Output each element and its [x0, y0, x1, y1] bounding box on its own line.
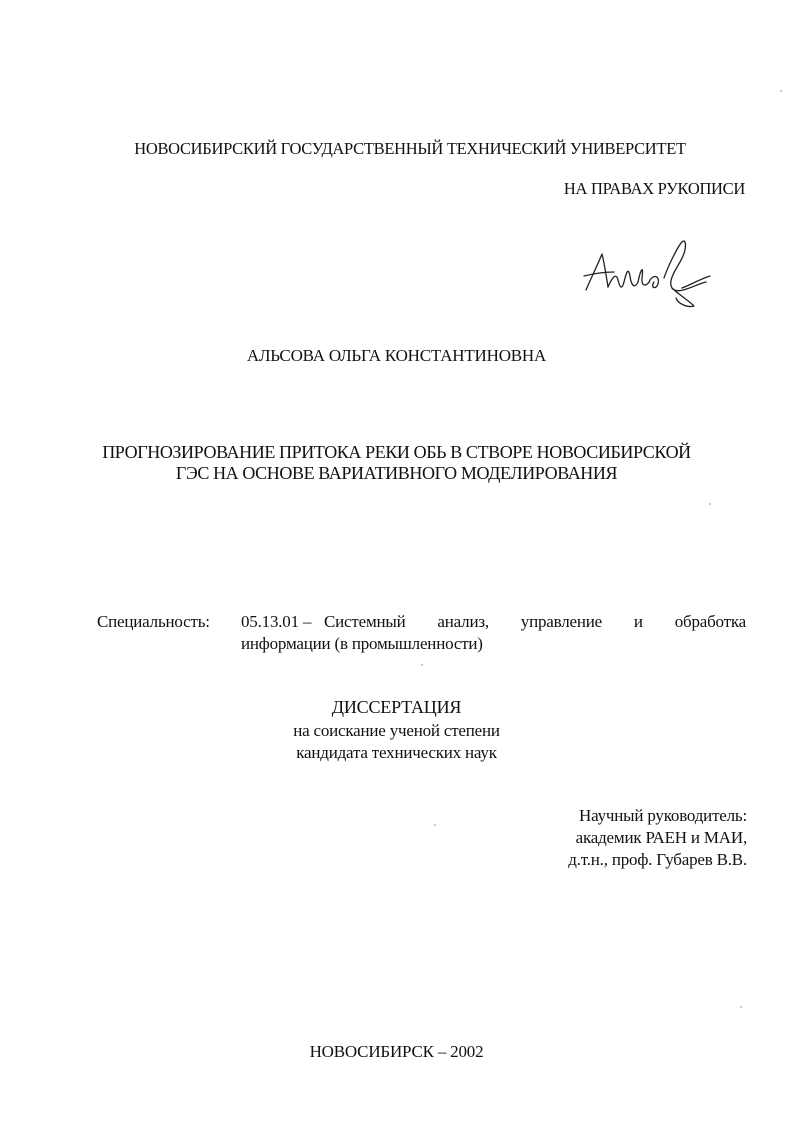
- specialty-label: Специальность:: [97, 612, 210, 631]
- supervisor-title: академик РАЕН и МАИ,: [575, 828, 747, 847]
- specialty-description-line-2: информации (в промышленности): [241, 634, 483, 653]
- scan-speck: [740, 1006, 742, 1008]
- dissertation-heading: ДИССЕРТАЦИЯ: [331, 697, 462, 717]
- scan-speck: [421, 664, 423, 666]
- scan-speck: [780, 90, 782, 92]
- signature-icon: [578, 232, 718, 312]
- manuscript-rights-note: НА ПРАВАХ РУКОПИСИ: [563, 179, 745, 198]
- dissertation-degree-line-1: на соискание ученой степени: [293, 721, 500, 740]
- author-name: АЛЬСОВА ОЛЬГА КОНСТАНТИНОВНА: [246, 346, 547, 365]
- city-year: НОВОСИБИРСК – 2002: [309, 1042, 484, 1061]
- specialty-description-line-1: Системный анализ, управление и обработка: [324, 612, 746, 631]
- supervisor-name: д.т.н., проф. Губарев В.В.: [568, 850, 747, 869]
- specialty-code: 05.13.01 –: [241, 612, 312, 631]
- dissertation-degree-line-2: кандидата технических наук: [296, 743, 497, 762]
- thesis-title-line-2: ГЭС НА ОСНОВЕ ВАРИАТИВНОГО МОДЕЛИРОВАНИЯ: [175, 463, 618, 483]
- thesis-title-line-1: ПРОГНОЗИРОВАНИЕ ПРИТОКА РЕКИ ОБЬ В СТВОРЕ НОВОСИБИРСКОЙ: [102, 442, 691, 462]
- university-name: НОВОСИБИРСКИЙ ГОСУДАРСТВЕННЫЙ ТЕХНИЧЕСКИЙ УНИВЕРСИТЕТ: [134, 139, 686, 158]
- scan-speck: [709, 503, 711, 505]
- supervisor-heading: Научный руководитель:: [579, 806, 747, 825]
- scan-speck: [434, 824, 436, 826]
